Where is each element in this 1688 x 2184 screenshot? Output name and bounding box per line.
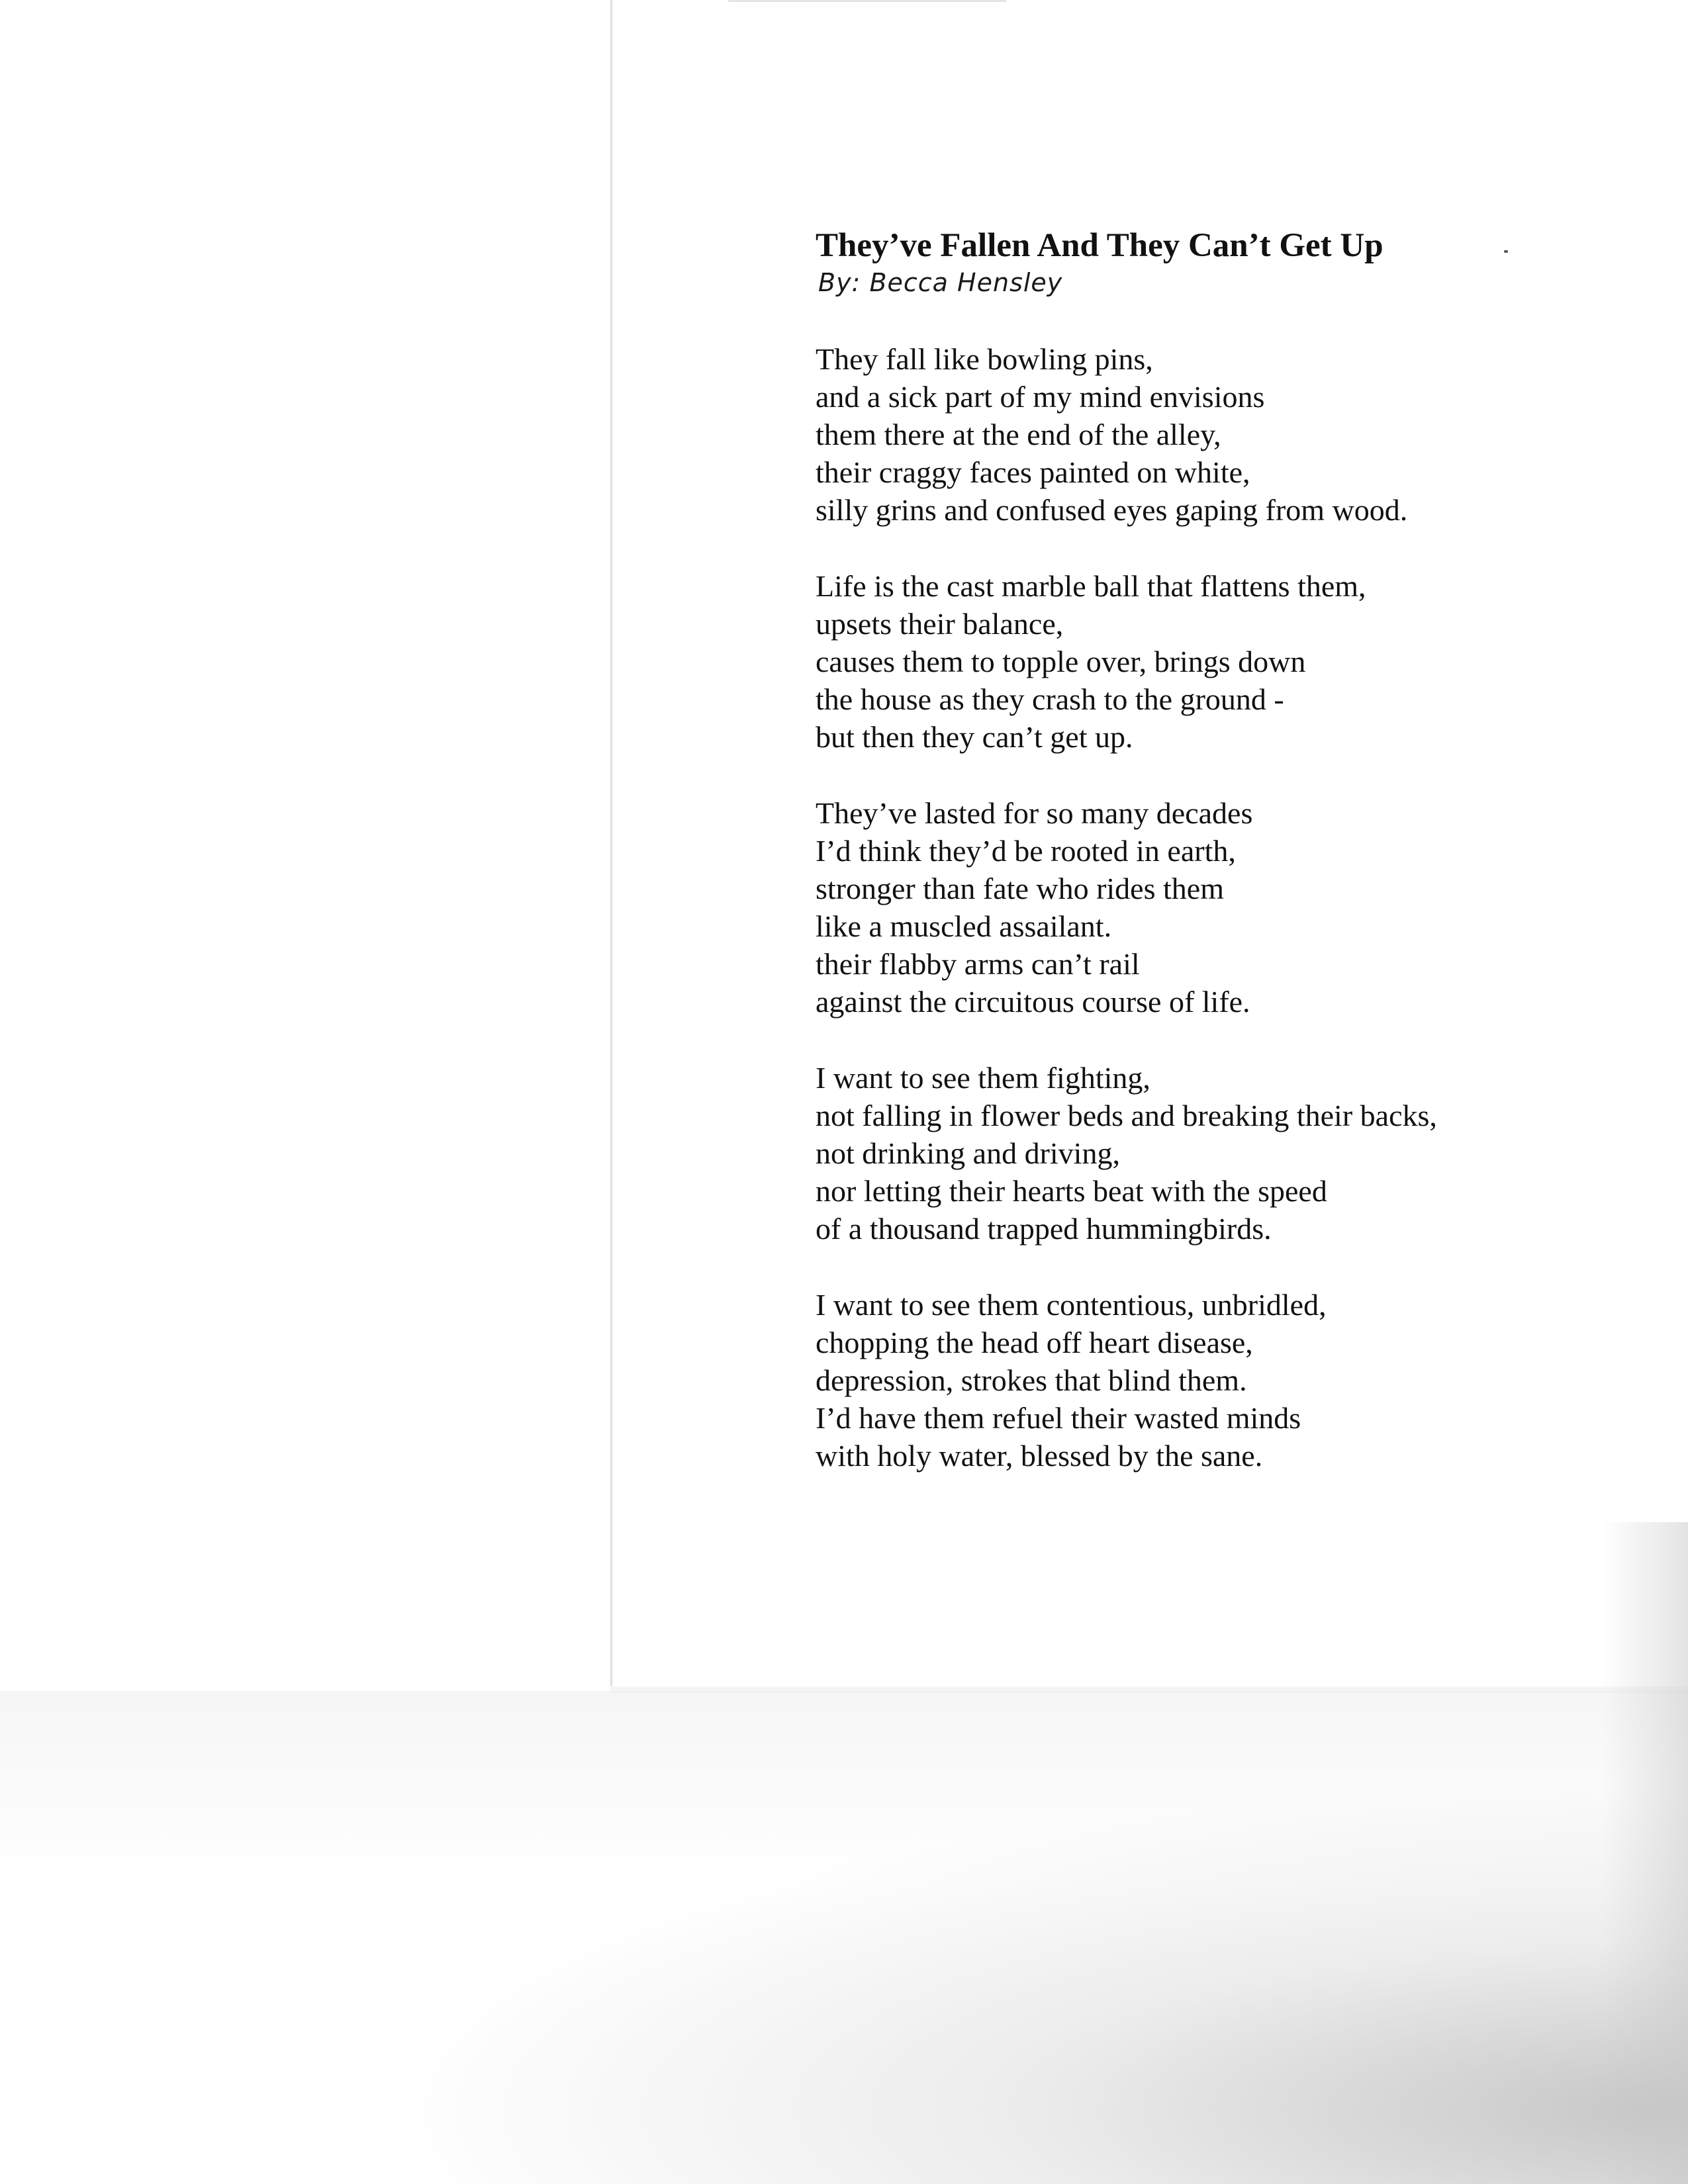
poem-line: not falling in flower beds and breaking their backs, bbox=[816, 1099, 1437, 1132]
poem-line: the house as they crash to the ground - bbox=[816, 682, 1284, 716]
stanza-4 bbox=[816, 1059, 1610, 1248]
poem-line: of a thousand trapped hummingbirds. bbox=[816, 1212, 1272, 1246]
poem-line: causes them to topple over, brings down bbox=[816, 645, 1306, 678]
paper-top-mark bbox=[728, 0, 1006, 2]
stanza-3 bbox=[816, 794, 1610, 1021]
scanner-shadow bbox=[0, 1691, 1688, 2184]
poem-line: their flabby arms can’t rail bbox=[816, 947, 1140, 981]
poem-line: but then they can’t get up. bbox=[816, 720, 1133, 754]
poem-line: depression, strokes that blind them. bbox=[816, 1363, 1247, 1397]
paper-left-edge bbox=[610, 0, 614, 1691]
poem-line: against the circuitous course of life. bbox=[816, 985, 1250, 1019]
poem-line: with holy water, blessed by the sane. bbox=[816, 1439, 1263, 1473]
stanza-1 bbox=[816, 340, 1610, 529]
poem-line: I’d think they’d be rooted in earth, bbox=[816, 834, 1236, 868]
stanza-2 bbox=[816, 567, 1610, 756]
poem-line: like a muscled assailant. bbox=[816, 909, 1112, 943]
poem-line: their craggy faces painted on white, bbox=[816, 455, 1250, 489]
poem-line: and a sick part of my mind envisions bbox=[816, 380, 1265, 414]
poem-line: chopping the head off heart disease, bbox=[816, 1326, 1253, 1359]
poem-line: upsets their balance, bbox=[816, 607, 1064, 641]
poem bbox=[816, 225, 1610, 1513]
poem-line: them there at the end of the alley, bbox=[816, 418, 1221, 451]
poem-line: Life is the cast marble ball that flattens them, bbox=[816, 569, 1366, 603]
scanner-shadow-right bbox=[1602, 1522, 1688, 2184]
poem-line: nor letting their hearts beat with the speed bbox=[816, 1174, 1327, 1208]
poem-line: I’d have them refuel their wasted minds bbox=[816, 1401, 1301, 1435]
stanza-5 bbox=[816, 1286, 1610, 1475]
poem-line: not drinking and driving, bbox=[816, 1136, 1120, 1170]
poem-title: They’ve Fallen And They Can’t Get Up bbox=[816, 227, 1383, 264]
poem-line: They’ve lasted for so many decades bbox=[816, 796, 1253, 830]
poem-line: I want to see them contentious, unbridled, bbox=[816, 1288, 1327, 1322]
poem-line: They fall like bowling pins, bbox=[816, 342, 1153, 376]
poem-line: silly grins and confused eyes gaping from wood. bbox=[816, 493, 1408, 527]
poem-author-byline: By: Becca Hensley bbox=[818, 268, 1063, 297]
poem-line: stronger than fate who rides them bbox=[816, 872, 1224, 905]
poem-line: I want to see them fighting, bbox=[816, 1061, 1150, 1095]
